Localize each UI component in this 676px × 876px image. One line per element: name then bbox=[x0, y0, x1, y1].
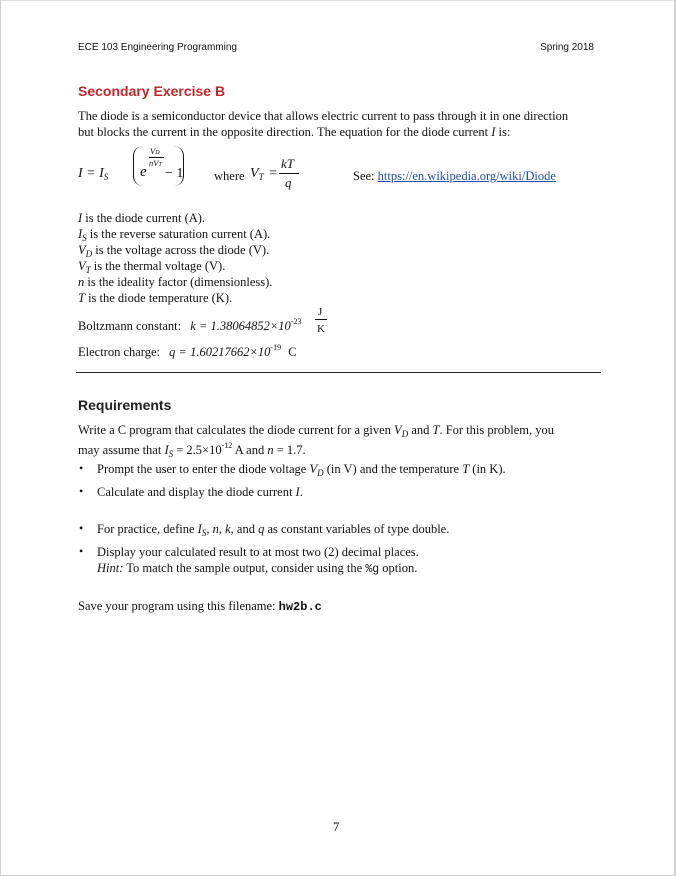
electron-expression: q = 1.60217662×10 bbox=[169, 345, 271, 359]
equation-where: where bbox=[214, 169, 245, 183]
requirements-line-1: Write a C program that calculates the diode current for a given $V_D$ and T. For this problem, you bbox=[78, 423, 555, 439]
requirements-line-2: may assume that $I_S = 2.5\times 10^{-12}$ A and n = 1.7. bbox=[78, 441, 306, 459]
see-reference bbox=[353, 168, 556, 184]
save-filename: hw2b.c bbox=[278, 600, 322, 614]
bullet-marker: • bbox=[79, 544, 84, 558]
bullet-hint: Hint: To match the sample output, consider using the %g option. bbox=[97, 561, 418, 576]
page-edge-left bbox=[0, 0, 1, 876]
definition-item: $I_S$ is the reverse saturation current (A). bbox=[78, 227, 271, 243]
section-divider bbox=[76, 372, 601, 373]
header-course: ECE 103 Engineering Programming bbox=[78, 42, 237, 53]
definition-item: n is the ideality factor (dimensionless). bbox=[78, 275, 273, 289]
definition-item: $V_T$ is the thermal voltage (V). bbox=[78, 259, 226, 275]
header-term: Spring 2018 bbox=[540, 42, 594, 53]
intro-suffix: is: bbox=[495, 125, 511, 139]
equation-exp-denominator: nVT bbox=[149, 158, 162, 168]
equation-lhs: $I = I_S$ bbox=[78, 166, 109, 182]
boltzmann-exponent: -23 bbox=[290, 317, 302, 326]
bullet-marker: • bbox=[79, 521, 84, 535]
electron-unit: C bbox=[288, 345, 297, 359]
electron-charge bbox=[78, 340, 297, 360]
definition-item: T is the diode temperature (K). bbox=[78, 291, 233, 305]
equation-exp-numerator: VD bbox=[150, 146, 160, 156]
thermal-voltage-denominator: q bbox=[285, 175, 292, 190]
intro-line-2 bbox=[78, 124, 510, 140]
electron-label: Electron charge: bbox=[78, 345, 161, 359]
intro-line-1: The diode is a semiconductor device that allows electric current to pass through it in one direction bbox=[78, 109, 569, 123]
equation-exp-base: e bbox=[140, 164, 147, 180]
boltzmann-unit-bar bbox=[315, 319, 327, 320]
thermal-voltage-fraction-bar bbox=[279, 173, 299, 174]
equation-minus-one: − 1 bbox=[165, 166, 184, 181]
boltzmann-unit-numerator: J bbox=[318, 306, 323, 318]
page-edge-top bbox=[0, 0, 676, 1]
intro-var: I bbox=[491, 125, 496, 139]
hint-format-code: %g bbox=[365, 563, 380, 576]
boltzmann-expression: k = 1.38064852×10 bbox=[190, 319, 291, 333]
bullet-display-result: Display your calculated result to at most two (2) decimal places. bbox=[97, 545, 419, 559]
requirements-title: Requirements bbox=[78, 397, 172, 413]
bullet-prompt-user: Prompt the user to enter the diode voltage $V_D$ (in V) and the temperature T (in K). bbox=[97, 462, 506, 478]
save-instruction: Save your program using this filename: hw2b.c bbox=[78, 599, 322, 614]
thermal-voltage-lhs: $V_T$ = bbox=[250, 166, 277, 182]
definition-item: I is the diode current (A). bbox=[78, 211, 206, 225]
thermal-voltage-numerator: kT bbox=[281, 156, 294, 171]
section-title: Secondary Exercise B bbox=[78, 83, 226, 99]
boltzmann-label: Boltzmann constant: bbox=[78, 319, 182, 333]
intro-text: but blocks the current in the opposite direction. The equation for the diode current bbox=[78, 125, 492, 139]
bullet-marker: • bbox=[79, 461, 84, 475]
see-label: See: bbox=[353, 169, 378, 183]
page-number: 7 bbox=[333, 820, 340, 834]
boltzmann-unit-denominator: K bbox=[317, 323, 325, 335]
boltzmann-constant bbox=[78, 314, 301, 334]
definition-item: $V_D$ is the voltage across the diode (V). bbox=[78, 243, 270, 259]
bullet-marker: • bbox=[79, 484, 84, 498]
bullet-define-constants: For practice, define $I_S$, n, k, and q as constant variables of type double. bbox=[97, 522, 450, 538]
wikipedia-diode-link[interactable]: https://en.wikipedia.org/wiki/Diode bbox=[377, 169, 556, 183]
electron-exponent: -19 bbox=[270, 343, 282, 352]
bullet-calculate: Calculate and display the diode current I. bbox=[97, 485, 303, 499]
